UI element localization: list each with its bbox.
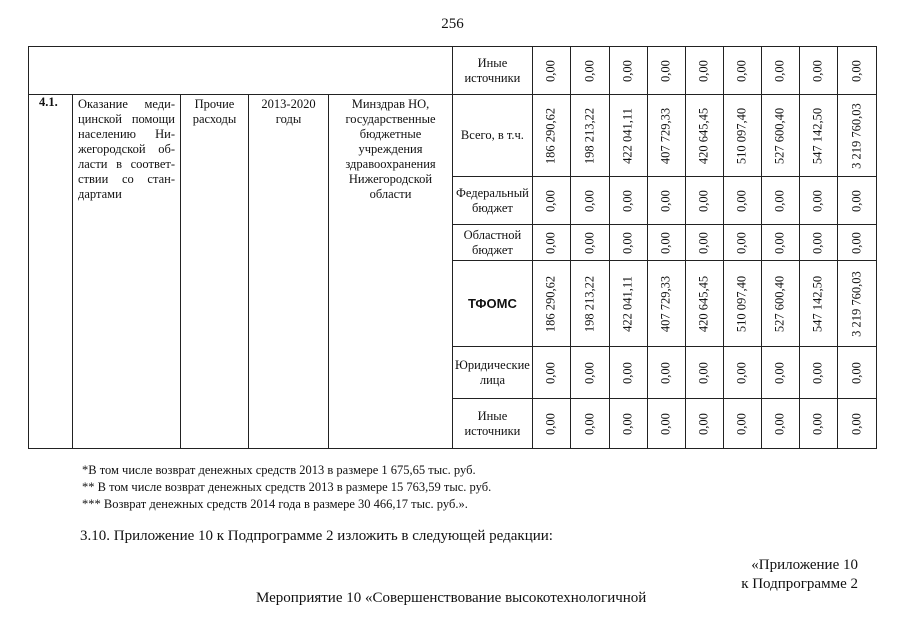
value-text: 0,00: [810, 412, 825, 435]
value-cell: [609, 95, 647, 177]
appendix-heading: [741, 556, 858, 594]
table-row-total: [29, 95, 877, 177]
source-label: Иные источники: [453, 47, 533, 95]
value-cell: [837, 347, 876, 399]
value-text: 0,00: [582, 361, 597, 384]
value-cell: [609, 177, 647, 225]
value-text: 0,00: [696, 59, 711, 82]
value-cell: [609, 261, 647, 347]
footnote: ** В том числе возврат денежных средств 2013 в размере 15 763,59 тыс. руб.: [82, 480, 492, 494]
value-cell: [837, 261, 876, 347]
source-label: Юридические лица: [453, 347, 533, 399]
activity-name-line: ласти в соответ-: [78, 157, 175, 171]
value-text: 0,00: [658, 189, 673, 212]
source-label: Областной бюджет: [453, 225, 533, 261]
value-cell: [532, 225, 570, 261]
source-label: Федеральный бюджет: [453, 177, 533, 225]
value-text: 0,00: [696, 361, 711, 384]
value-text: 527 600,40: [772, 107, 787, 164]
value-cell: [723, 347, 761, 399]
value-text: 0,00: [810, 59, 825, 82]
executor: Минздрав НО, государственные бюджетные учреждения здравоохранения Нижегородской области: [329, 95, 453, 449]
period-years: 2013-2020 годы: [249, 95, 329, 449]
value-text: 0,00: [658, 361, 673, 384]
source-label: ТФОМС: [453, 261, 533, 347]
value-cell: [570, 95, 609, 177]
value-text: 186 290,62: [543, 107, 558, 164]
activity-name-line: Оказание меди-: [78, 97, 175, 111]
value-cell: [685, 95, 723, 177]
value-cell: [685, 177, 723, 225]
value-cell: [685, 399, 723, 449]
source-label: Всего, в т.ч.: [453, 95, 533, 177]
value-cell: [570, 399, 609, 449]
event-title: Мероприятие 10 «Совершенствование высокотехнологичной: [256, 590, 647, 606]
value-text: 510 097,40: [734, 107, 749, 164]
value-cell: [685, 347, 723, 399]
value-text: 198 213,22: [582, 275, 597, 332]
value-cell: [799, 95, 837, 177]
value-text: 420 645,45: [696, 107, 711, 164]
value-text: 0,00: [772, 412, 787, 435]
value-text: 0,00: [543, 361, 558, 384]
value-text: 0,00: [696, 231, 711, 254]
value-text: 0,00: [734, 189, 749, 212]
value-cell: [723, 95, 761, 177]
value-cell: [570, 225, 609, 261]
value-cell: [570, 347, 609, 399]
value-cell: [761, 399, 799, 449]
value-cell: [799, 261, 837, 347]
value-cell: [532, 399, 570, 449]
value-text: 0,00: [620, 231, 635, 254]
value-cell: [609, 347, 647, 399]
activity-name: [73, 95, 181, 449]
value-text: 422 041,11: [620, 275, 635, 332]
value-text: 0,00: [734, 59, 749, 82]
value-cell: [723, 261, 761, 347]
value-text: 407 729,33: [658, 107, 673, 164]
value-text: 3 219 760,03: [849, 102, 864, 169]
value-cell: [532, 47, 570, 95]
value-text: 547 142,50: [810, 107, 825, 164]
value-cell: [761, 95, 799, 177]
value-cell: [799, 225, 837, 261]
value-text: 0,00: [543, 231, 558, 254]
value-text: 422 041,11: [620, 107, 635, 164]
value-text: 0,00: [620, 59, 635, 82]
activity-name-line: ствии со стан-: [78, 172, 175, 186]
value-text: 527 600,40: [772, 275, 787, 332]
appendix-line: «Приложение 10: [751, 557, 858, 573]
value-text: 0,00: [620, 189, 635, 212]
value-text: 0,00: [849, 189, 864, 212]
value-text: 3 219 760,03: [849, 270, 864, 337]
value-cell: [685, 261, 723, 347]
value-text: 0,00: [772, 361, 787, 384]
value-text: 0,00: [543, 412, 558, 435]
value-cell: [647, 261, 685, 347]
value-cell: [761, 177, 799, 225]
footnote: *В том числе возврат денежных средств 2013 в размере 1 675,65 тыс. руб.: [82, 463, 476, 477]
page-number: 256: [441, 16, 464, 32]
value-text: 547 142,50: [810, 275, 825, 332]
row-number: 4.1.: [29, 95, 73, 449]
value-cell: [761, 47, 799, 95]
value-text: 0,00: [810, 361, 825, 384]
value-cell: [837, 95, 876, 177]
value-cell: [837, 399, 876, 449]
footnotes: [82, 462, 491, 513]
value-cell: [570, 177, 609, 225]
value-cell: [685, 225, 723, 261]
value-text: 0,00: [620, 361, 635, 384]
value-cell: [723, 47, 761, 95]
value-cell: [570, 47, 609, 95]
value-cell: [799, 177, 837, 225]
value-cell: [799, 347, 837, 399]
value-cell: [609, 47, 647, 95]
value-cell: [723, 399, 761, 449]
value-text: 0,00: [696, 189, 711, 212]
activity-name-line: дартами: [78, 187, 122, 201]
value-text: 0,00: [543, 59, 558, 82]
value-text: 0,00: [849, 231, 864, 254]
value-cell: [647, 225, 685, 261]
value-cell: [647, 95, 685, 177]
value-text: 0,00: [582, 189, 597, 212]
value-cell: [837, 225, 876, 261]
value-cell: [837, 177, 876, 225]
value-text: 420 645,45: [696, 275, 711, 332]
section-paragraph: 3.10. Приложение 10 к Подпрограмме 2 изложить в следующей редакции:: [80, 528, 553, 544]
appendix-line: к Подпрограмме 2: [741, 576, 858, 592]
value-text: 198 213,22: [582, 107, 597, 164]
value-text: 0,00: [772, 189, 787, 212]
value-text: 186 290,62: [543, 275, 558, 332]
budget-table: [28, 46, 877, 449]
expense-type: Прочие расходы: [181, 95, 249, 449]
value-cell: [761, 347, 799, 399]
value-cell: [761, 261, 799, 347]
value-text: 0,00: [582, 412, 597, 435]
value-text: 510 097,40: [734, 275, 749, 332]
value-text: 0,00: [658, 231, 673, 254]
value-text: 0,00: [772, 59, 787, 82]
activity-name-line: населению Ни-: [78, 127, 175, 141]
value-cell: [532, 347, 570, 399]
value-cell: [609, 225, 647, 261]
value-text: 0,00: [620, 412, 635, 435]
value-cell: [761, 225, 799, 261]
value-text: 0,00: [810, 189, 825, 212]
value-cell: [647, 47, 685, 95]
value-cell: [799, 47, 837, 95]
value-text: 0,00: [772, 231, 787, 254]
value-cell: [837, 47, 876, 95]
value-cell: [685, 47, 723, 95]
value-cell: [799, 399, 837, 449]
source-label: Иные источники: [453, 399, 533, 449]
activity-name-line: цинской помощи: [78, 112, 175, 126]
value-cell: [723, 225, 761, 261]
empty-merged-cell: [29, 47, 453, 95]
value-cell: [532, 177, 570, 225]
value-text: 0,00: [810, 231, 825, 254]
activity-name-line: жегородской об-: [78, 142, 175, 156]
value-text: 0,00: [734, 412, 749, 435]
value-cell: [647, 399, 685, 449]
value-cell: [647, 347, 685, 399]
value-text: 0,00: [734, 231, 749, 254]
table-row-top-other-sources: [29, 47, 877, 95]
value-cell: [609, 399, 647, 449]
value-cell: [723, 177, 761, 225]
value-text: 0,00: [849, 412, 864, 435]
value-cell: [647, 177, 685, 225]
value-text: 0,00: [658, 59, 673, 82]
value-text: 0,00: [658, 412, 673, 435]
value-text: 0,00: [849, 59, 864, 82]
value-text: 0,00: [582, 231, 597, 254]
value-cell: [532, 95, 570, 177]
value-text: 407 729,33: [658, 275, 673, 332]
value-text: 0,00: [696, 412, 711, 435]
value-text: 0,00: [543, 189, 558, 212]
value-cell: [570, 261, 609, 347]
value-cell: [532, 261, 570, 347]
value-text: 0,00: [582, 59, 597, 82]
value-text: 0,00: [849, 361, 864, 384]
value-text: 0,00: [734, 361, 749, 384]
footnote: *** Возврат денежных средств 2014 года в размере 30 466,17 тыс. руб.».: [82, 497, 468, 511]
